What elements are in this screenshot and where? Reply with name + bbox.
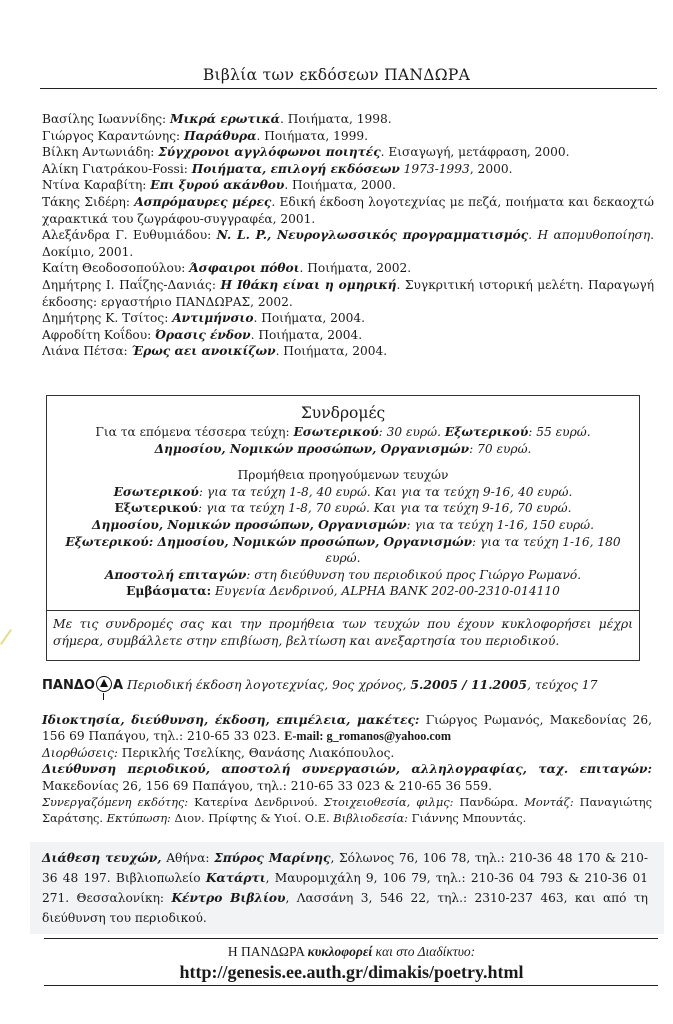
book-details: . Εδική έκδοση λογοτεχνίας με πεζά, ποιήματα και δεκαοχτώ χαρακτικά του ζωγράφου-συγγραφέα, 2001. [42, 194, 654, 226]
tree-emblem-icon [96, 676, 112, 692]
book-title: Ποιήματα, επιλογή εκδόσεων [191, 161, 400, 176]
ownership-text: Γιώργος Ρωμανός, Μακεδονίας 26, 156 69 Παπάγου, τηλ.: 210-65 33 023. [42, 713, 652, 744]
next-issues-intro: Για τα επόμενα τέσσερα τεύχη: [95, 425, 294, 439]
book-details: . Ποιήματα, 2004. [250, 327, 363, 342]
book-title: Επι ξυρού ακάνθου [150, 178, 285, 193]
book-title: Ασπρόμαυρες μέρες [134, 194, 272, 209]
colophon [42, 712, 652, 827]
book-author: Βίλκη Αντωνιάδη: [42, 145, 159, 160]
book-details: . Ποιήματα, 2004. [253, 311, 366, 326]
book-title: Αντιμήνσιο [172, 311, 254, 326]
domestic-label: Εσωτερικού [293, 425, 379, 439]
address-label: Διεύθυνση περιοδικού, αποστολή συνεργασιών, αλληλογραφίας, ταχ. επιταγών: [42, 762, 652, 777]
credits-line [42, 794, 652, 827]
book-entry [42, 343, 654, 360]
back-issue-line [47, 500, 639, 517]
book-entry [42, 177, 654, 194]
book-details: . Δοκίμιο, 2001. [42, 228, 654, 259]
cheques-label: Αποστολή επιταγών [104, 567, 247, 582]
credit-text: Κατερίνα Δενδρινού. [188, 795, 324, 810]
seller-details: , Σόλωνος 76, 106 78, τηλ.: 210-36 48 170 & 210-36 48 197. Βιβλιοπωλείο [42, 851, 648, 885]
subscription-appeal: Με τις συνδρομές σας και την προμήθεια των τευχών που έχουν κυκλοφορήσει μέχρι σήμερα, συμβάλλετε στην επιβίωση, βελτίωση και ανεξαρτησία του περιοδικού. [47, 610, 639, 650]
book-title: N. L. P., Νευρογλωσσικός προγραμματισμός [216, 228, 529, 243]
scan-mark [0, 629, 12, 645]
book-author: Ντίνα Καραβίτη: [42, 178, 151, 193]
book-list [42, 111, 654, 360]
divider [44, 938, 658, 939]
proofs-label: Διορθώσεις: [42, 745, 118, 760]
book-title: Σύγχρονοι αγγλόφωνοι ποιητές [158, 145, 381, 160]
book-author: Βασίλης Ιωαννίδης: [42, 112, 171, 126]
proofs-text: Περικλής Τσελίκης, Θανάσης Λιακόπουλος. [117, 745, 395, 760]
proofs-line [42, 745, 652, 761]
orgs-label: Δημοσίου, Νομικών προσώπων, Οργανισμών [154, 441, 470, 456]
address-text: Μακεδονίας 26, 156 69 Παπάγου, τηλ.: 210-65 33 023 & 210-65 36 559. [42, 778, 492, 793]
book-title-years: 1973-1993 [399, 161, 470, 176]
book-entry [42, 227, 654, 260]
book-author: Αλίκη Γιατράκου-Fossi: [42, 161, 192, 176]
issue-info: Περιοδική έκδοση λογοτεχνίας, 9ος χρόνος, [126, 677, 411, 692]
credit-label: Συνεργαζόμενη εκδότης: [42, 795, 189, 810]
distribution-text [42, 848, 648, 928]
foreign-label: Εξωτερικού [444, 425, 529, 439]
issue-number: , τεύχος 17 [527, 677, 598, 692]
book-title: Όρασις ένδον [155, 327, 251, 342]
web-line-suffix: και στο Διαδίκτυο: [372, 944, 476, 959]
book-entry [42, 327, 654, 344]
book-details: . Συγκριτική ιστορική μελέτη. Παραγωγή έκδοσης: εργαστήριο ΠΑΝΔΩΡΑΣ, 2002. [42, 277, 655, 309]
pandora-logo [42, 676, 123, 693]
distribution-panel [30, 842, 664, 934]
book-title: Η Ιθάκη είναι η ομηρική [220, 277, 397, 292]
book-entry [42, 161, 654, 178]
book-author: Καίτη Θεοδοσοπούλου: [42, 261, 190, 276]
web-line-prefix: Η ΠΑΝΔΩΡΑ [227, 944, 308, 959]
bank-transfer-line [47, 583, 639, 600]
book-author: Λιάνα Πέτσα: [42, 344, 132, 359]
email-link[interactable]: g_romanos@yahoo.com [326, 729, 452, 744]
credit-text: Διον. Πρίφτης & Υιοί. Ο.Ε. [170, 811, 334, 826]
book-author: Δημήτρης Κ. Τσίτος: [42, 311, 173, 326]
credit-text: Πανδώρα. [453, 795, 525, 810]
email-label: E-mail: [284, 729, 327, 744]
book-details: , 2000. [469, 161, 513, 176]
back-issue-label: Δημοσίου, Νομικών προσώπων, Οργανισμών [92, 517, 407, 532]
book-author: Αλεξάνδρα Γ. Ευθυμιάδου: [42, 228, 217, 243]
ownership-line [42, 712, 652, 745]
book-title: Παράθυρα [184, 128, 257, 143]
payment-cheques-line [47, 567, 639, 584]
seller-details: , Λασσάνη 3, 546 22, τηλ.: 2310-237 463, και από τη διεύθυνση του περιοδικού. [42, 891, 648, 925]
website-url[interactable]: http://genesis.ee.auth.gr/dimakis/poetry.html [179, 962, 524, 982]
seller-details: , Μαυρομιχάλη 9, 106 79, τηλ.: 210-36 04 793 & 210-36 01 271. Θεσσαλονίκη: [42, 871, 649, 905]
book-entry [42, 194, 654, 227]
logo-text-right: Α [112, 678, 123, 693]
credit-text: Παναγιώτης Σαράτσης. [42, 795, 652, 826]
orgs-line [47, 441, 639, 458]
bank-transfer-label: Εμβάσματα: [126, 584, 212, 599]
magazine-masthead [42, 676, 662, 693]
credit-text: Γιάννης Μπουντάς. [408, 811, 527, 826]
book-subtitle: . Η απομυθοποίηση [528, 228, 651, 243]
distribution-city: Αθήνα: [161, 851, 215, 865]
book-title: Άσφαιροι πόθοι [189, 261, 300, 276]
book-details: . Ποιήματα, 1999. [256, 128, 369, 143]
back-issue-text: : για τα τεύχη 1-8, 70 ευρώ. Και για τα τεύχη 9-16, 70 ευρώ. [197, 501, 572, 516]
book-title: Έρως αει ανοικίζων [131, 344, 276, 359]
emblem-stem [103, 693, 105, 700]
credit-label: Μοντάζ: [524, 795, 574, 810]
book-author: Γιώργος Καραντώνης: [42, 128, 184, 143]
issue-dates: 5.2005 / 11.2005 [410, 677, 528, 692]
seller-name: Σπύρος Μαρίνης [214, 851, 331, 865]
book-details: . Εισαγωγή, μετάφραση, 2000. [380, 145, 570, 160]
foreign-price: : 55 ευρώ. [528, 425, 591, 439]
back-issue-label: Εσωτερικού [113, 484, 199, 499]
book-entry [42, 144, 654, 161]
book-entry [42, 310, 654, 327]
seller-name: Κατάρτι [205, 871, 266, 885]
web-availability-line [0, 944, 673, 960]
book-entry [42, 277, 654, 310]
credit-label: Στοιχειοθεσία, φιλμς: [323, 795, 454, 810]
bank-transfer-text: Ευγενία Δενδρινού, ALPHA BANK 202-00-2310-014110 [211, 584, 560, 599]
domestic-price: : 30 ευρώ. [378, 425, 445, 439]
back-issue-line [47, 534, 639, 567]
spacer [47, 457, 639, 467]
book-author: Αφροδίτη Κοΐδου: [42, 327, 156, 342]
logo-text-left: ΠΑΝΔΟ [42, 678, 95, 693]
back-issue-line [47, 484, 639, 501]
book-entry [42, 111, 654, 128]
credit-label: Εκτύπωση: [106, 811, 171, 826]
back-issue-text: : για τα τεύχη 1-16, 180 ευρώ. [325, 534, 621, 566]
distribution-paragraph [42, 848, 648, 928]
back-issue-label: Εξωτερικού [114, 501, 198, 516]
book-author: Δημήτρης Ι. Παΐζης-Δανιάς: [42, 277, 221, 292]
address-line [42, 761, 652, 794]
cheques-text: : στη διεύθυνση του περιοδικού προς Γιώργο Ρωμανό. [246, 567, 582, 582]
back-issue-label: Εξωτερικού: Δημοσίου, Νομικών προσώπων, Οργανισμών [65, 534, 473, 549]
back-issue-line [47, 517, 639, 534]
book-details: . Ποιήματα, 2000. [284, 178, 396, 193]
subscriptions-title: Συνδρομές [300, 404, 386, 422]
seller-name: Κέντρο Βιβλίου [171, 891, 286, 905]
ownership-label: Ιδιοκτησία, διεύθυνση, έκδοση, επιμέλεια, μακέτες: [42, 713, 420, 727]
distribution-label: Διάθεση τευχών, [42, 851, 162, 865]
credit-label: Βιβλιοδεσία: [333, 811, 408, 826]
back-issues-title: Προμήθεια προηγούμενων τευχών [237, 468, 449, 483]
orgs-price: : 70 ευρώ. [469, 441, 532, 456]
back-issue-text: : για τα τεύχη 1-16, 150 ευρώ. [406, 517, 594, 532]
book-details: . Ποιήματα, 2002. [299, 261, 412, 276]
next-issues-line [47, 424, 639, 441]
book-entry [42, 260, 654, 277]
title-rule [40, 88, 657, 89]
book-details: . Ποιήματα, 1998. [280, 112, 392, 126]
book-details: . Ποιήματα, 2004. [275, 344, 388, 359]
subscriptions-box [46, 395, 640, 661]
back-issue-text: : για τα τεύχη 1-8, 40 ευρώ. Και για τα τεύχη 9-16, 40 ευρώ. [198, 484, 573, 499]
divider [44, 985, 658, 986]
book-entry [42, 128, 654, 145]
book-title: Μικρά ερωτικά [170, 112, 281, 126]
book-author: Τάκης Σιδέρη: [42, 194, 135, 209]
page-title: Βιβλία των εκδόσεων ΠΑΝΔΩΡΑ [202, 66, 471, 84]
web-line-emphasis: κυκλοφορεί [307, 944, 373, 959]
